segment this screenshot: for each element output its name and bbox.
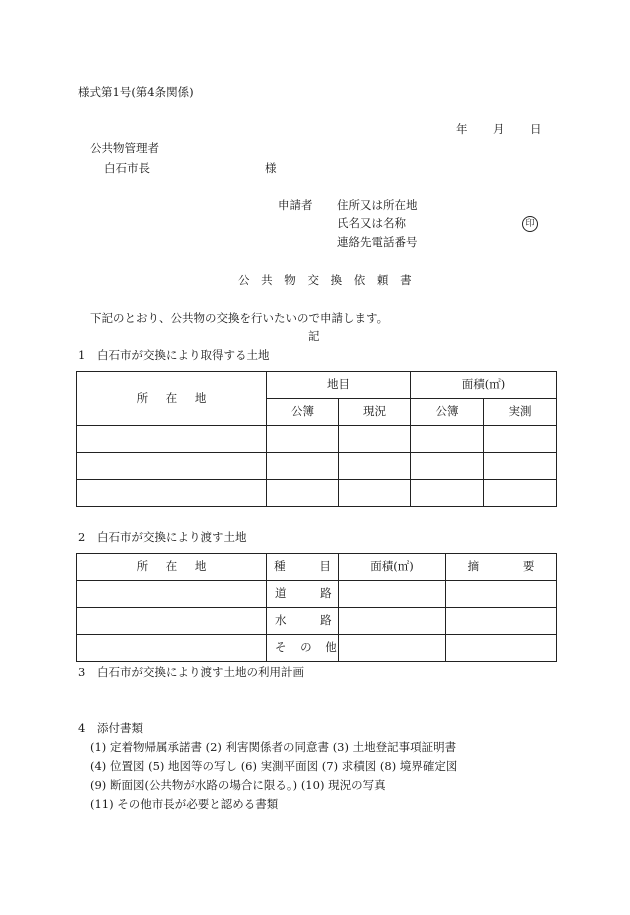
table-cell bbox=[339, 480, 411, 507]
table-cell bbox=[446, 635, 557, 662]
header-kobo2: 公簿 bbox=[411, 399, 484, 426]
table-cell bbox=[446, 608, 557, 635]
recipient-honorific: 様 bbox=[265, 161, 277, 175]
table-row bbox=[77, 453, 557, 480]
table-row bbox=[77, 608, 557, 635]
header-location: 所 在 地 bbox=[77, 372, 267, 426]
table-cell bbox=[267, 426, 339, 453]
table-cell bbox=[411, 480, 484, 507]
attachment-line-2: (4) 位置図 (5) 地図等の写し (6) 実測平面図 (7) 求積図 (8) 境界確定図 bbox=[90, 759, 458, 773]
table-cell bbox=[484, 480, 557, 507]
acquire-land-table bbox=[76, 371, 557, 507]
document-title: 公 共 物 交 換 依 頼 書 bbox=[238, 273, 412, 287]
section1-heading: 1 白石市が交換により取得する土地 bbox=[78, 348, 270, 362]
table-cell bbox=[77, 426, 267, 453]
table-row bbox=[77, 426, 557, 453]
applicant-phone-label: 連絡先電話番号 bbox=[337, 235, 418, 249]
table-row bbox=[77, 581, 557, 608]
row-type-waterway: 水 路 bbox=[267, 608, 339, 635]
table-cell bbox=[77, 635, 267, 662]
form-number: 様式第1号(第4条関係) bbox=[78, 85, 194, 99]
attachment-line-3: (9) 断面図(公共物が水路の場合に限る。) (10) 現況の写真 bbox=[90, 778, 386, 792]
header-shumoku: 種 目 bbox=[267, 554, 339, 581]
seal-mark bbox=[522, 216, 538, 232]
row-type-other: そ の 他 bbox=[267, 635, 339, 662]
header-kobo: 公簿 bbox=[267, 399, 339, 426]
table-cell bbox=[411, 426, 484, 453]
table-cell bbox=[77, 453, 267, 480]
table-cell bbox=[446, 581, 557, 608]
header-area: 面積(㎡) bbox=[339, 554, 446, 581]
date-day-label: 日 bbox=[530, 122, 542, 136]
table-cell bbox=[77, 581, 267, 608]
table-cell bbox=[339, 453, 411, 480]
recipient-name: 白石市長 bbox=[104, 161, 150, 175]
section2-heading: 2 白石市が交換により渡す土地 bbox=[78, 530, 247, 544]
table-cell bbox=[339, 581, 446, 608]
table-cell bbox=[267, 453, 339, 480]
table-cell bbox=[339, 426, 411, 453]
table-cell bbox=[484, 426, 557, 453]
header-tekiyo: 摘 要 bbox=[446, 554, 557, 581]
table-cell bbox=[267, 480, 339, 507]
section3-heading: 3 白石市が交換により渡す土地の利用計画 bbox=[78, 665, 304, 679]
row-type-road: 道 路 bbox=[267, 581, 339, 608]
table-cell bbox=[339, 608, 446, 635]
header-location: 所 在 地 bbox=[77, 554, 267, 581]
date-month-label: 月 bbox=[493, 122, 505, 136]
applicant-address-label: 住所又は所在地 bbox=[337, 198, 418, 212]
attachment-line-4: (11) その他市長が必要と認める書類 bbox=[90, 797, 279, 811]
seal-text: 印 bbox=[522, 216, 538, 232]
table-cell bbox=[484, 453, 557, 480]
table-cell bbox=[77, 480, 267, 507]
applicant-label: 申請者 bbox=[278, 198, 313, 212]
ki-label: 記 bbox=[308, 329, 320, 343]
table-cell bbox=[339, 635, 446, 662]
section4-heading: 4 添付書類 bbox=[78, 721, 143, 735]
header-area: 面積(㎡) bbox=[411, 372, 557, 399]
header-jissoku: 実測 bbox=[484, 399, 557, 426]
applicant-name-label: 氏名又は名称 bbox=[337, 216, 406, 230]
intro-text: 下記のとおり、公共物の交換を行いたいので申請します。 bbox=[90, 311, 389, 325]
recipient-org: 公共物管理者 bbox=[90, 141, 159, 155]
date-year-label: 年 bbox=[456, 122, 468, 136]
table-cell bbox=[77, 608, 267, 635]
header-genkyo: 現況 bbox=[339, 399, 411, 426]
table-cell bbox=[411, 453, 484, 480]
table-row bbox=[77, 635, 557, 662]
header-chimoku: 地目 bbox=[267, 372, 411, 399]
transfer-land-table bbox=[76, 553, 557, 662]
table-row bbox=[77, 480, 557, 507]
attachment-line-1: (1) 定着物帰属承諾書 (2) 利害関係者の同意書 (3) 土地登記事項証明書 bbox=[90, 740, 457, 754]
